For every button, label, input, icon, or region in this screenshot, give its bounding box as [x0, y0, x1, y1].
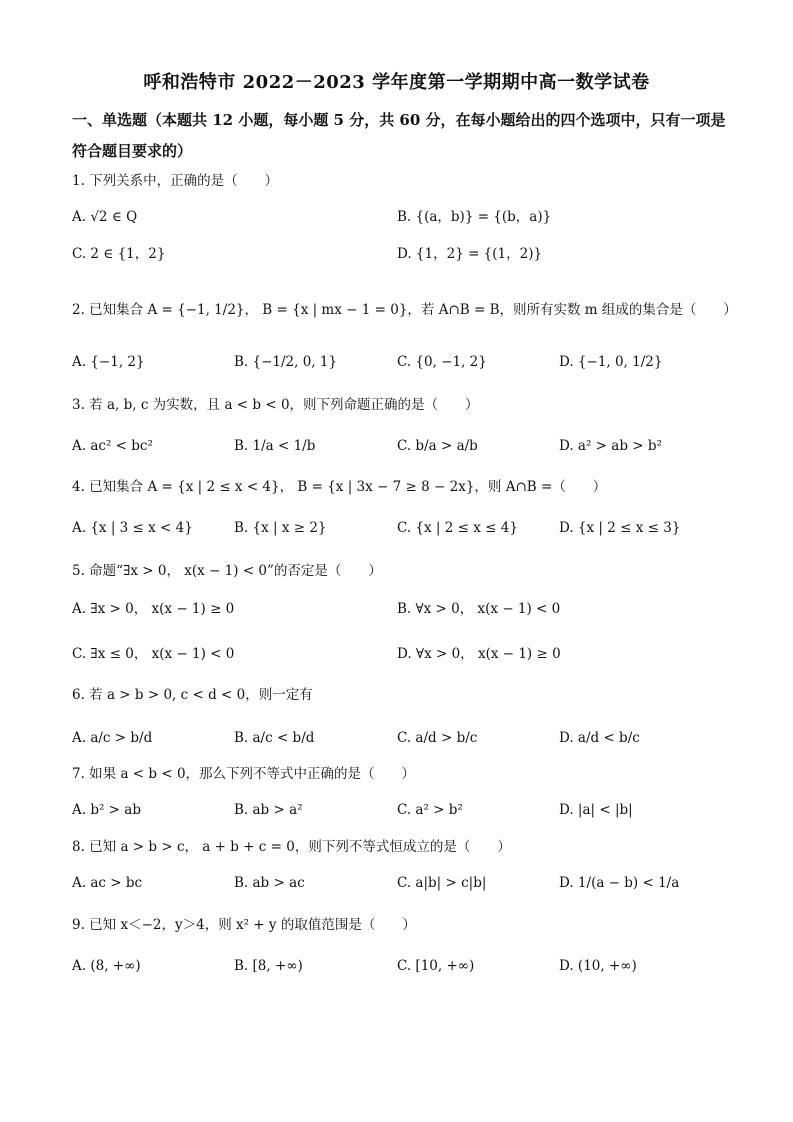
- section-heading: 一、单选题（本题共 12 小题，每小题 5 分，共 60 分，在每小题给出的四个选项中，只有一项是符合题目要求的）: [72, 111, 726, 160]
- question-2-option-a: A. {−1, 2}: [72, 354, 145, 370]
- question-3-option-a: A. ac² < bc²: [72, 438, 153, 454]
- question-4-option-c: C. {x | 2 ≤ x ≤ 4}: [397, 520, 518, 536]
- question-6-option-d: D. a/d < b/c: [559, 730, 640, 746]
- question-5-stem: 5. 命题“∃x > 0， x(x − 1) < 0”的否定是（ ）: [72, 563, 382, 579]
- question-8-option-a: A. ac > bc: [72, 875, 143, 891]
- question-7-option-d: D. |a| < |b|: [559, 802, 633, 818]
- question-1-option-a: A. √2 ∈ Q: [72, 209, 138, 225]
- question-1-option-b: B. {(a，b)} = {(b，a)}: [397, 209, 552, 225]
- question-5-option-a: A. ∃x > 0， x(x − 1) ≥ 0: [72, 601, 235, 617]
- question-6-stem: 6. 若 a > b > 0, c < d < 0，则一定有: [72, 687, 313, 703]
- question-8-option-b: B. ab > ac: [234, 875, 305, 891]
- question-3-stem: 3. 若 a, b, c 为实数，且 a < b < 0，则下列命题正确的是（ ）: [72, 397, 479, 413]
- question-7-option-a: A. b² > ab: [72, 802, 141, 818]
- question-1-option-c: C. 2 ∈ {1，2}: [72, 246, 166, 262]
- question-3-option-d: D. a² > ab > b²: [559, 438, 662, 454]
- question-9-option-d: D. (10, +∞): [559, 958, 637, 974]
- question-1-stem: 1. 下列关系中，正确的是（ ）: [72, 173, 279, 189]
- question-8-option-d: D. 1/(a − b) < 1/a: [559, 875, 680, 891]
- question-2-stem: 2. 已知集合 A = {−1, 1/2}， B = {x | mx − 1 = 0}，若 A∩B = B，则所有实数 m 组成的集合是（ ）: [72, 302, 737, 318]
- question-1-option-d: D. {1，2} = {(1，2)}: [397, 246, 543, 262]
- question-3-option-b: B. 1/a < 1/b: [234, 438, 316, 454]
- question-4-option-b: B. {x | x ≥ 2}: [234, 520, 327, 536]
- question-4-option-d: D. {x | 2 ≤ x ≤ 3}: [559, 520, 681, 536]
- question-8-option-c: C. a|b| > c|b|: [397, 875, 487, 891]
- question-3-option-c: C. b/a > a/b: [397, 438, 478, 454]
- question-7-stem: 7. 如果 a < b < 0，那么下列不等式中正确的是（ ）: [72, 766, 416, 782]
- question-6-option-c: C. a/d > b/c: [397, 730, 478, 746]
- question-4-stem: 4. 已知集合 A = {x | 2 ≤ x < 4}， B = {x | 3x − 7 ≥ 8 − 2x}，则 A∩B =（ ）: [72, 479, 607, 495]
- question-8-stem: 8. 已知 a > b > c， a + b + c = 0，则下列不等式恒成立的是（ ）: [72, 839, 511, 855]
- question-4-option-a: A. {x | 3 ≤ x < 4}: [72, 520, 193, 536]
- question-9-option-b: B. [8, +∞): [234, 958, 303, 974]
- question-9-option-c: C. [10, +∞): [397, 958, 475, 974]
- question-6-option-a: A. a/c > b/d: [72, 730, 153, 746]
- question-7-option-c: C. a² > b²: [397, 802, 463, 818]
- question-5-option-d: D. ∀x > 0， x(x − 1) ≥ 0: [397, 646, 561, 662]
- question-2-option-c: C. {0, −1, 2}: [397, 354, 487, 370]
- question-6-option-b: B. a/c < b/d: [234, 730, 315, 746]
- page-title: 呼和浩特市 2022－2023 学年度第一学期期中高一数学试卷: [143, 72, 650, 93]
- question-2-option-b: B. {−1/2, 0, 1}: [234, 354, 338, 370]
- question-7-option-b: B. ab > a²: [234, 802, 303, 818]
- question-5-option-c: C. ∃x ≤ 0， x(x − 1) < 0: [72, 646, 235, 662]
- question-9-option-a: A. (8, +∞): [72, 958, 141, 974]
- question-5-option-b: B. ∀x > 0， x(x − 1) < 0: [397, 601, 561, 617]
- question-9-stem: 9. 已知 x＜−2，y＞4，则 x² + y 的取值范围是（ ）: [72, 917, 416, 933]
- question-2-option-d: D. {−1, 0, 1/2}: [559, 354, 663, 370]
